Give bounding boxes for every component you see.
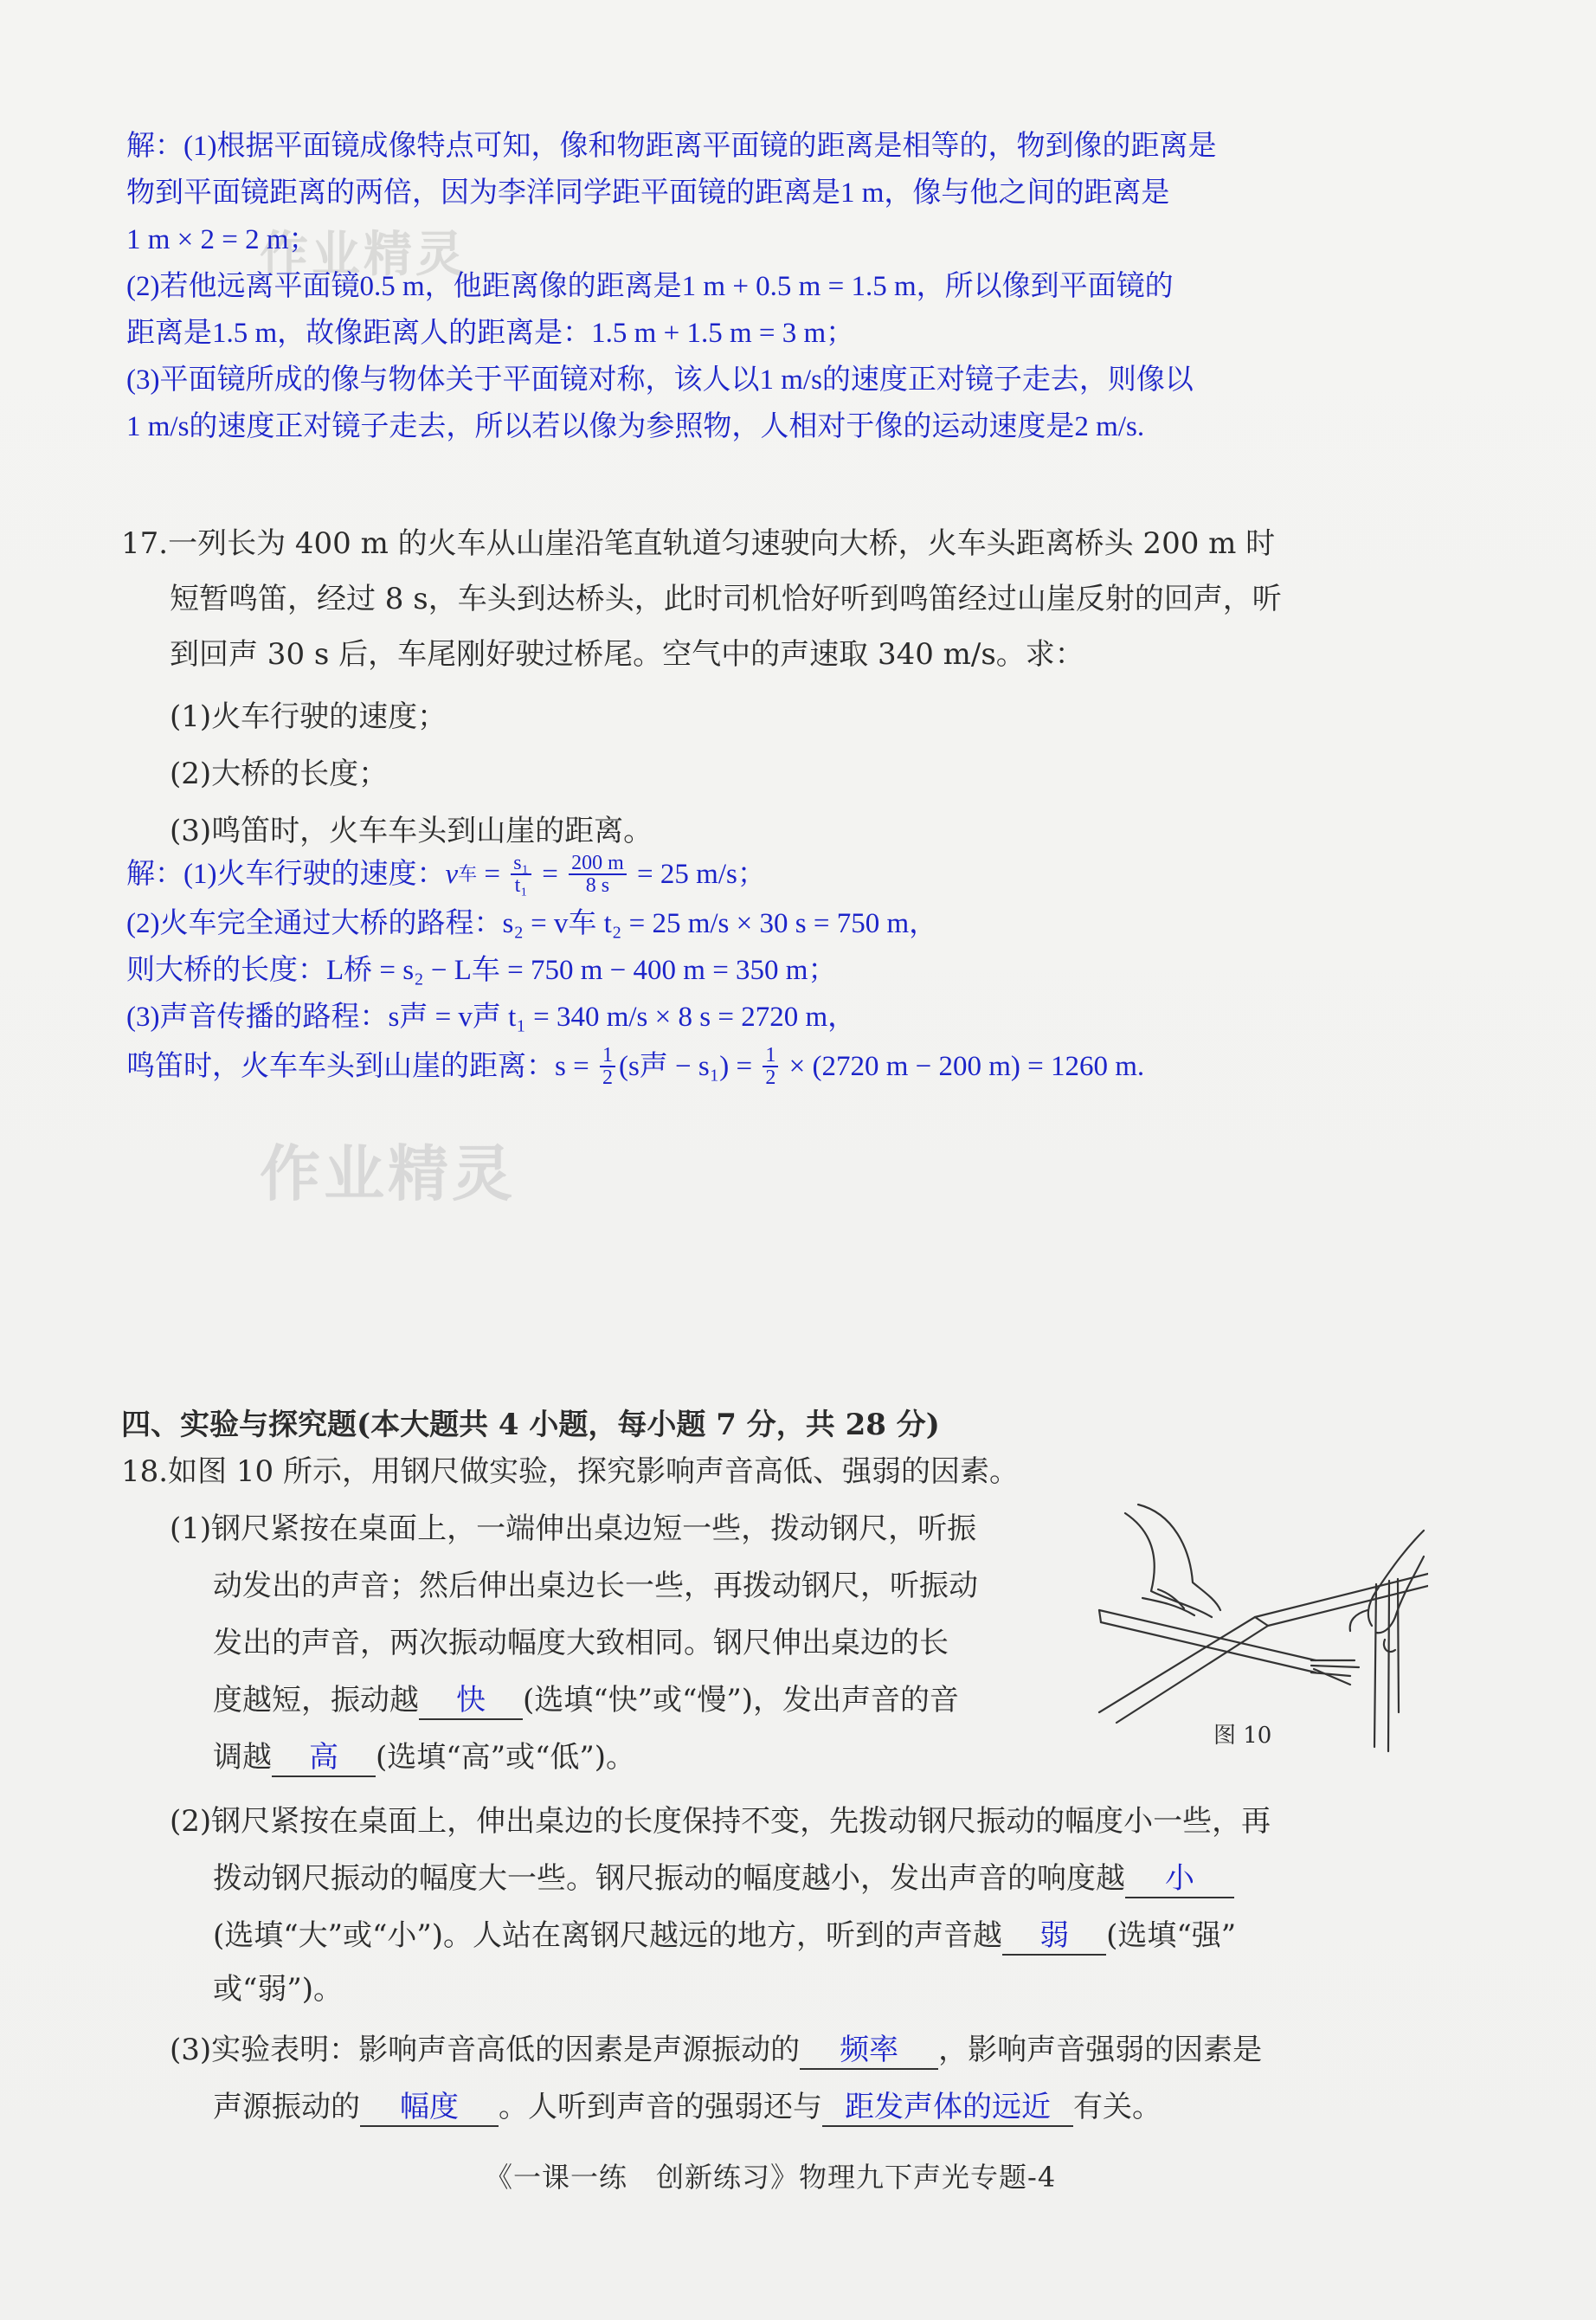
- q18-part1-line-4: [213, 1672, 959, 1728]
- answer-17-l5-pre: 鸣笛时，火车车头到山崖的距离：s =: [126, 1051, 596, 1082]
- q18-part3-l2-pre: 声源振动的: [213, 2090, 360, 2124]
- fraction-numerator: 200 m: [569, 853, 627, 875]
- q18-part2-l2-pre: 拨动钢尺振动的幅度大一些。钢尺振动的幅度越小，发出声音的响度越: [213, 1861, 1125, 1896]
- blank-vibration-speed: 快: [419, 1684, 523, 1720]
- section-4-heading: 四、实验与探究题(本大题共 4 小题，每小题 7 分，共 28 分): [121, 1408, 940, 1442]
- answer-17-line-1: [126, 848, 1477, 900]
- answer-16-line-2: 物到平面镜距离的两倍，因为李洋同学距平面镜的距离是1 m，像与他之间的距离是: [126, 177, 1170, 209]
- answer-16-line-7: 1 m/s的速度正对镜子走去，所以若以像为参照物，人相对于像的运动速度是2 m/s.: [126, 411, 1145, 442]
- question-17-sub-1: (1)火车行驶的速度；: [170, 699, 447, 734]
- q18-part3-line-2: [213, 2079, 1162, 2135]
- answer-17-l5-post: × (2720 m − 200 m) = 1260 m.: [782, 1051, 1145, 1082]
- fraction-200m-8s: [569, 853, 627, 896]
- q18-part2-l3-pre: (选填“大”或“小”)。人站在离钢尺越远的地方，听到的声音越: [213, 1918, 1003, 1953]
- blank-sound-strength: 弱: [1002, 1919, 1106, 1956]
- q18-part2-line-2: [213, 1851, 1234, 1906]
- page-footer: 《一课一练 创新练习》物理九下声光专题-4: [485, 2161, 1057, 2194]
- answer-17-l1-post: = 25 m/s；: [629, 859, 766, 890]
- fraction-denominator: 8 s: [585, 874, 610, 897]
- fraction-numerator: 1: [600, 1045, 615, 1067]
- answer-17-line-5: [126, 1041, 1477, 1092]
- fraction-s1-t1: [511, 853, 531, 896]
- velocity-subscript: 车: [458, 863, 478, 885]
- watermark-top: 作业精灵: [260, 227, 467, 283]
- q18-part2-l3-post: (选填“强”: [1106, 1918, 1237, 1953]
- answer-17: [126, 848, 1477, 1092]
- watermark-middle: 作业精灵: [260, 1138, 516, 1209]
- fraction-denominator: 2: [602, 1067, 613, 1089]
- q18-part3-l1-post: ，影响声音强弱的因素是: [938, 2033, 1263, 2067]
- answer-16-line-4: (2)若他远离平面镜0.5 m，他距离像的距离是1 m + 0.5 m = 1.5 m，所以像到平面镜的: [126, 271, 1174, 302]
- fraction-numerator: 1: [763, 1045, 778, 1067]
- q18-part3-l2-post: 有关。: [1073, 2090, 1162, 2124]
- answer-17-l1-eq: =: [477, 859, 508, 890]
- velocity-symbol: v: [445, 859, 459, 890]
- q18-part3-l2-mid: 。人听到声音的强弱还与: [499, 2090, 822, 2124]
- answer-17-line-4: (3)声音传播的路程：s声 = v声 t₁ = 340 m/s × 8 s = 2720 m，: [126, 1002, 857, 1033]
- answer-17-l1-mid: =: [535, 859, 566, 890]
- figure-10-caption: 图 10: [1213, 1723, 1272, 1749]
- answer-16-line-5: 距离是1.5 m，故像距离人的距离是：1.5 m + 1.5 m = 3 m；: [126, 318, 855, 349]
- blank-amplitude: 幅度: [360, 2091, 499, 2127]
- question-17-line-1: 17.一列长为 400 m 的火车从山崖沿笔直轨道匀速驶向大桥，火车头距离桥头 200 m 时: [121, 526, 1276, 561]
- fraction-numerator: s₁: [511, 853, 531, 875]
- blank-loudness: 小: [1125, 1862, 1234, 1898]
- q18-part1-line-1: (1)钢尺紧按在桌面上，一端伸出桌边短一些，拨动钢尺，听振: [170, 1511, 977, 1546]
- q18-part1-line-5: [213, 1730, 635, 1785]
- question-17-line-2: 短暂鸣笛，经过 8 s，车头到达桥头，此时司机恰好听到鸣笛经过山崖反射的回声，听: [170, 582, 1282, 616]
- blank-frequency: 频率: [800, 2033, 938, 2070]
- answer-17-line-3: 则大桥的长度：L桥 = s₂ − L车 = 750 m − 400 m = 350 m；: [126, 955, 837, 986]
- q18-part2-line-3: [213, 1908, 1236, 1963]
- q18-part1-l4-post: (选填“快”或“慢”)，发出声音的音: [523, 1683, 960, 1717]
- q18-part2-line-4: 或“弱”)。: [213, 1972, 344, 2007]
- answer-17-line-2: (2)火车完全通过大桥的路程：s₂ = v车 t₂ = 25 m/s × 30 s = 750 m，: [126, 908, 938, 939]
- question-17-line-3: 到回声 30 s 后，车尾刚好驶过桥尾。空气中的声速取 340 m/s。求：: [170, 637, 1084, 672]
- fraction-denominator: t₁: [514, 874, 528, 897]
- q18-part1-l5-pre: 调越: [213, 1740, 272, 1775]
- q18-part1-line-2: 动发出的声音；然后伸出桌边长一些，再拨动钢尺，听振动: [213, 1569, 978, 1603]
- q18-part1-line-3: 发出的声音，两次振动幅度大致相同。钢尺伸出桌边的长: [213, 1626, 949, 1660]
- answer-17-l1-pre: 解：(1)火车行驶的速度：: [126, 859, 446, 890]
- answer-17-l5-mid: (s声 − s₁) =: [618, 1051, 760, 1082]
- blank-distance: 距发声体的远近: [822, 2091, 1073, 2127]
- answer-16-line-6: (3)平面镜所成的像与物体关于平面镜对称，该人以1 m/s的速度正对镜子走去，则像以: [126, 364, 1194, 396]
- question-17-sub-3: (3)鸣笛时，火车车头到山崖的距离。: [170, 814, 653, 848]
- question-17-sub-2: (2)大桥的长度；: [170, 757, 389, 791]
- q18-part3-l1-pre: (3)实验表明：影响声音高低的因素是声源振动的: [170, 2033, 801, 2067]
- answer-16-line-3: 1 m × 2 = 2 m；: [126, 224, 318, 255]
- q18-part1-l4-pre: 度越短，振动越: [213, 1683, 419, 1717]
- q18-part3-line-1: [170, 2022, 1262, 2078]
- q18-part1-l5-post: (选填“高”或“低”)。: [376, 1740, 636, 1775]
- fraction-half: [600, 1045, 615, 1088]
- q18-part2-line-1: (2)钢尺紧按在桌面上，伸出桌边的长度保持不变，先拨动钢尺振动的幅度小一些，再: [170, 1804, 1271, 1839]
- answer-16-line-1: 解：(1)根据平面镜成像特点可知，像和物距离平面镜的距离是相等的，物到像的距离是: [126, 131, 1217, 162]
- question-18-intro: 18.如图 10 所示，用钢尺做实验，探究影响声音高低、强弱的因素。: [121, 1454, 1019, 1489]
- answer-16: [126, 123, 1477, 450]
- figure-10-ruler-on-table: [1091, 1496, 1428, 1756]
- fraction-denominator: 2: [765, 1067, 776, 1089]
- fraction-half-2: [763, 1045, 778, 1088]
- blank-pitch: 高: [272, 1741, 376, 1777]
